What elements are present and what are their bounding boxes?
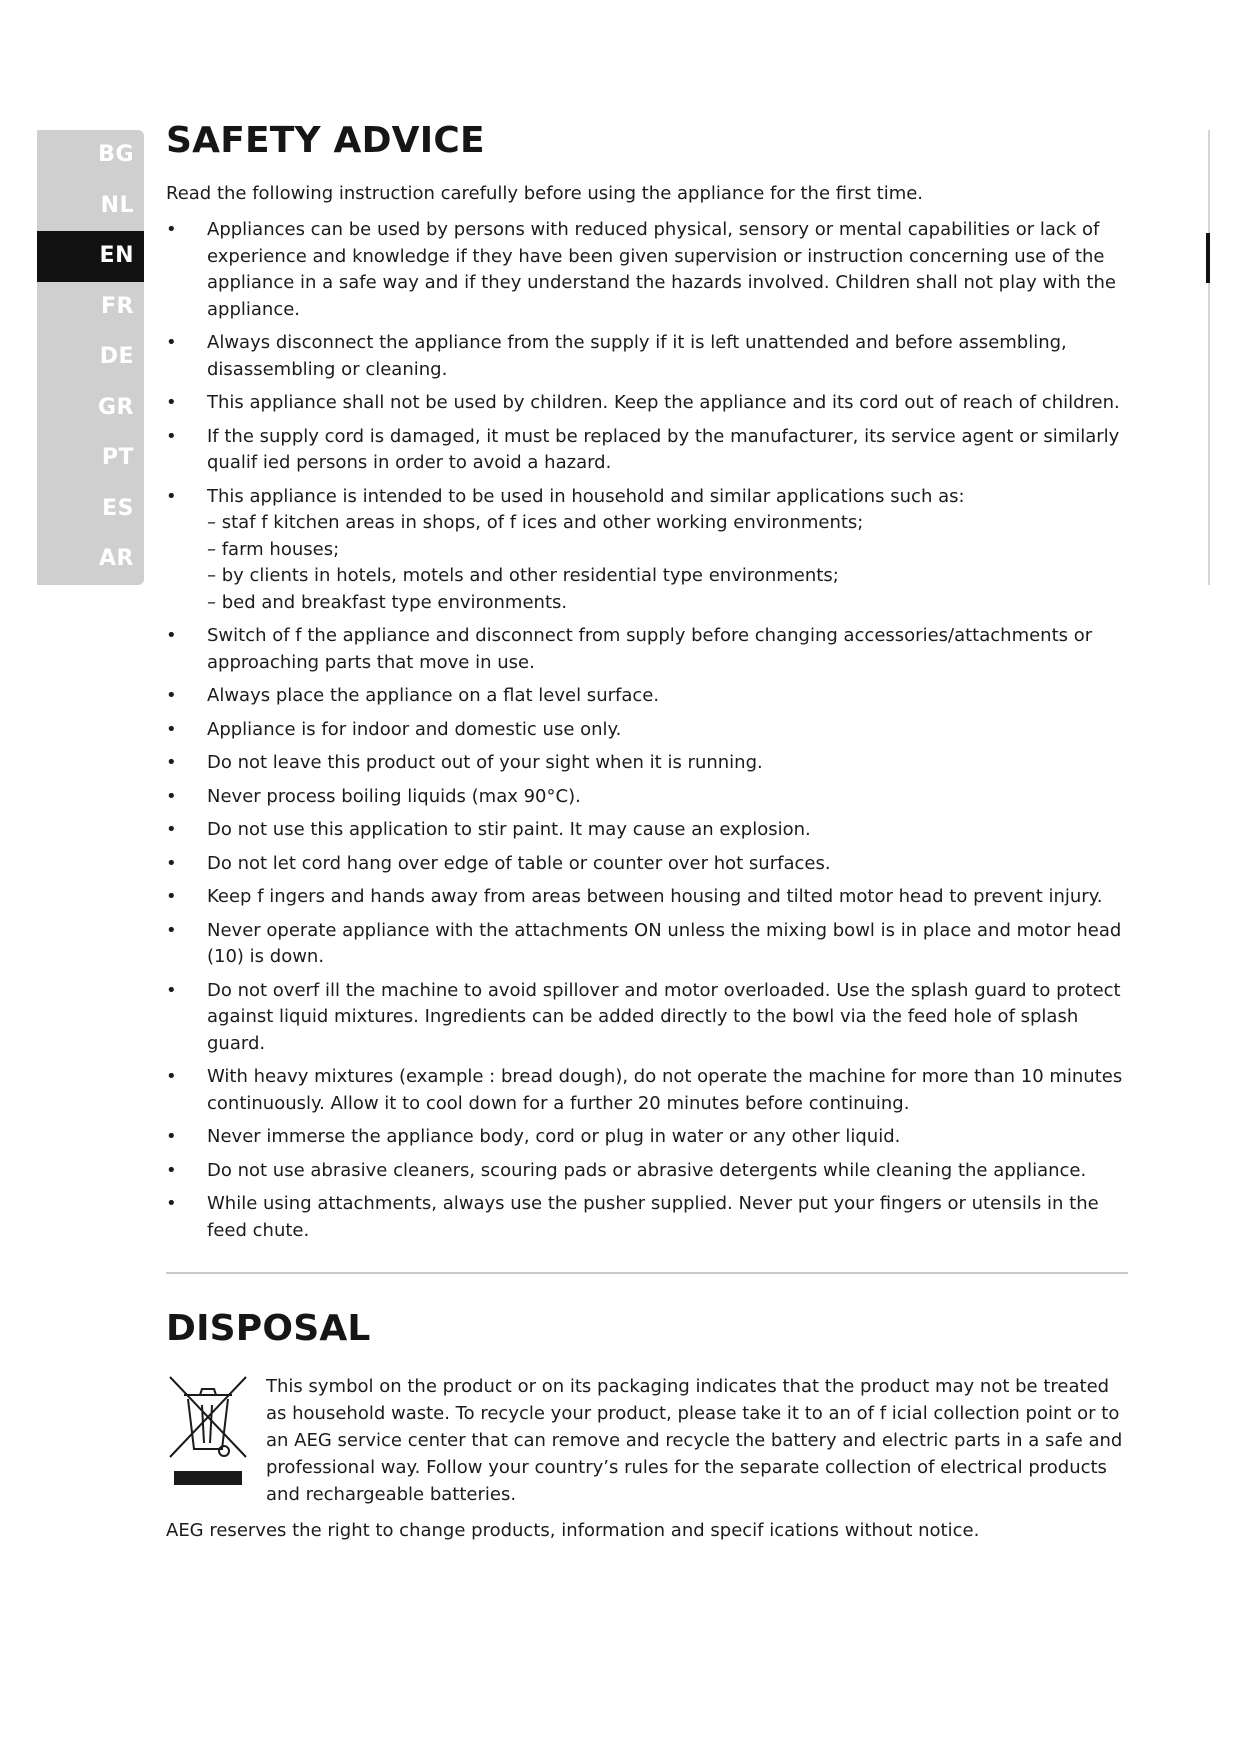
safety-item-text: Keep f ingers and hands away from areas between housing and tilted motor head to prevent injury.: [207, 886, 1103, 907]
lang-tab-gr[interactable]: GR: [37, 383, 144, 434]
safety-item-text: Do not use this application to stir paint. It may cause an explosion.: [207, 819, 811, 840]
safety-item-text: Do not overf ill the machine to avoid spillover and motor overloaded. Use the splash guard to protect against liquid mixtures. Ingredients can be added directly to the bowl via the feed hole of splash guard.: [207, 979, 1121, 1054]
lang-tab-de[interactable]: DE: [37, 332, 144, 383]
safety-item-text: This appliance is intended to be used in household and similar applications such as:: [207, 485, 965, 507]
safety-subitem-text: – bed and breakfast type environments.: [207, 591, 568, 613]
weee-crossed-bin-icon: [166, 1373, 266, 1508]
lang-tab-ar[interactable]: AR: [37, 534, 144, 585]
safety-item-text: Never operate appliance with the attachments ON unless the mixing bowl is in place and motor head (10) is down.: [207, 919, 1122, 967]
safety-item: [166, 217, 1126, 323]
safety-item-text: Switch of f the appliance and disconnect from supply before changing accessories/attachments or approaching parts that move in use.: [207, 625, 1093, 673]
safety-item-text: Do not use abrasive cleaners, scouring pads or abrasive detergents while cleaning the appliance.: [207, 1159, 1087, 1181]
bullet: •: [166, 785, 177, 807]
lang-tab-bg[interactable]: BG: [37, 130, 144, 181]
bullet: •: [166, 1126, 177, 1147]
disposal-title: DISPOSAL: [166, 1308, 371, 1349]
safety-item-text: Never immerse the appliance body, cord or plug in water or any other liquid.: [207, 1126, 901, 1147]
right-edge-rule: [1208, 130, 1210, 585]
bullet: •: [166, 625, 177, 646]
safety-item: [166, 817, 1126, 844]
safety-item: [166, 484, 1126, 617]
safety-item: [166, 717, 1126, 744]
bullet: •: [166, 425, 177, 447]
safety-item: [166, 918, 1126, 971]
safety-item: [166, 750, 1126, 777]
disposal-block: [166, 1373, 1126, 1508]
lang-tab-fr[interactable]: FR: [37, 282, 144, 333]
bullet: •: [166, 886, 177, 907]
safety-item-text: This appliance shall not be used by children. Keep the appliance and its cord out of reach of children.: [207, 392, 1120, 413]
safety-item-text: Never process boiling liquids (max 90°C).: [207, 785, 581, 807]
bullet: •: [166, 979, 177, 1001]
right-edge-marker: [1206, 233, 1210, 283]
safety-item: [166, 424, 1126, 477]
safety-item: [166, 623, 1126, 676]
safety-item: [166, 1064, 1126, 1117]
safety-list: [166, 217, 1126, 1244]
page-content: [166, 120, 1126, 1562]
safety-item: [166, 390, 1126, 417]
safety-item-text: Always place the appliance on a flat level surface.: [207, 685, 660, 706]
safety-item: [166, 851, 1126, 878]
bullet: •: [166, 485, 177, 507]
safety-item: [166, 330, 1126, 383]
language-tabs: [37, 130, 144, 585]
disclaimer-note: AEG reserves the right to change products, information and specif ications without notice.: [166, 1520, 980, 1541]
lang-tab-es[interactable]: ES: [37, 484, 144, 535]
safety-intro: Read the following instruction carefully before using the appliance for the first time.: [166, 183, 924, 204]
safety-item-text: While using attachments, always use the pusher supplied. Never put your fingers or utensils in the feed chute.: [207, 1193, 1099, 1241]
bullet: •: [166, 685, 177, 706]
safety-item: [166, 784, 1126, 811]
safety-item: [166, 884, 1126, 911]
safety-item-text: Appliances can be used by persons with reduced physical, sensory or mental capabilities or lack of experience and knowledge if they have been given supervision or instruction concerning use of the appliance in a safe way and if they understand the hazards involved. Children shall not play with the appliance.: [207, 219, 1116, 320]
disposal-text: This symbol on the product or on its packaging indicates that the product may not be treated as household waste. To recycle your product, please take it to an of f icial collection point or to an AEG service center that can remove and recycle the battery and electric parts in a safe and professional way. Follow your country’s rules for the separate collection of electrical products and rechargeable batteries.: [266, 1376, 1123, 1505]
safety-item: [166, 1124, 1126, 1151]
safety-item: [166, 978, 1126, 1058]
safety-subitem-text: – by clients in hotels, motels and other residential type environments;: [207, 565, 839, 586]
lang-tab-en[interactable]: EN: [37, 231, 144, 282]
bullet: •: [166, 752, 177, 773]
safety-item-text: Appliance is for indoor and domestic use only.: [207, 718, 622, 740]
bullet: •: [166, 392, 177, 413]
bullet: •: [166, 219, 177, 240]
bullet: •: [166, 919, 177, 941]
safety-title: SAFETY ADVICE: [166, 120, 485, 161]
bullet: •: [166, 819, 177, 840]
lang-tab-pt[interactable]: PT: [37, 433, 144, 484]
safety-item: [166, 1158, 1126, 1185]
bullet: •: [166, 1159, 177, 1181]
safety-subitem-text: – staf f kitchen areas in shops, of f ices and other working environments;: [207, 512, 864, 533]
bullet: •: [166, 852, 177, 874]
safety-item-text: If the supply cord is damaged, it must be replaced by the manufacturer, its service agent or similarly qualif ied persons in order to avoid a hazard.: [207, 425, 1120, 473]
safety-item-text: With heavy mixtures (example : bread dough), do not operate the machine for more than 10 minutes continuously. Allow it to cool down for a further 20 minutes before continuing.: [207, 1066, 1123, 1114]
safety-item-text: Do not leave this product out of your sight when it is running.: [207, 752, 763, 773]
bullet: •: [166, 718, 177, 740]
lang-tab-nl[interactable]: NL: [37, 181, 144, 232]
safety-item-text: Do not let cord hang over edge of table or counter over hot surfaces.: [207, 852, 831, 874]
safety-item-text: Always disconnect the appliance from the supply if it is left unattended and before assembling, disassembling or cleaning.: [207, 332, 1067, 380]
safety-item: [166, 1191, 1126, 1244]
section-divider: [166, 1272, 1128, 1274]
bullet: •: [166, 1193, 177, 1214]
bullet: •: [166, 332, 177, 353]
safety-item: [166, 683, 1126, 710]
bullet: •: [166, 1066, 177, 1087]
safety-subitem-text: – farm houses;: [207, 538, 340, 560]
